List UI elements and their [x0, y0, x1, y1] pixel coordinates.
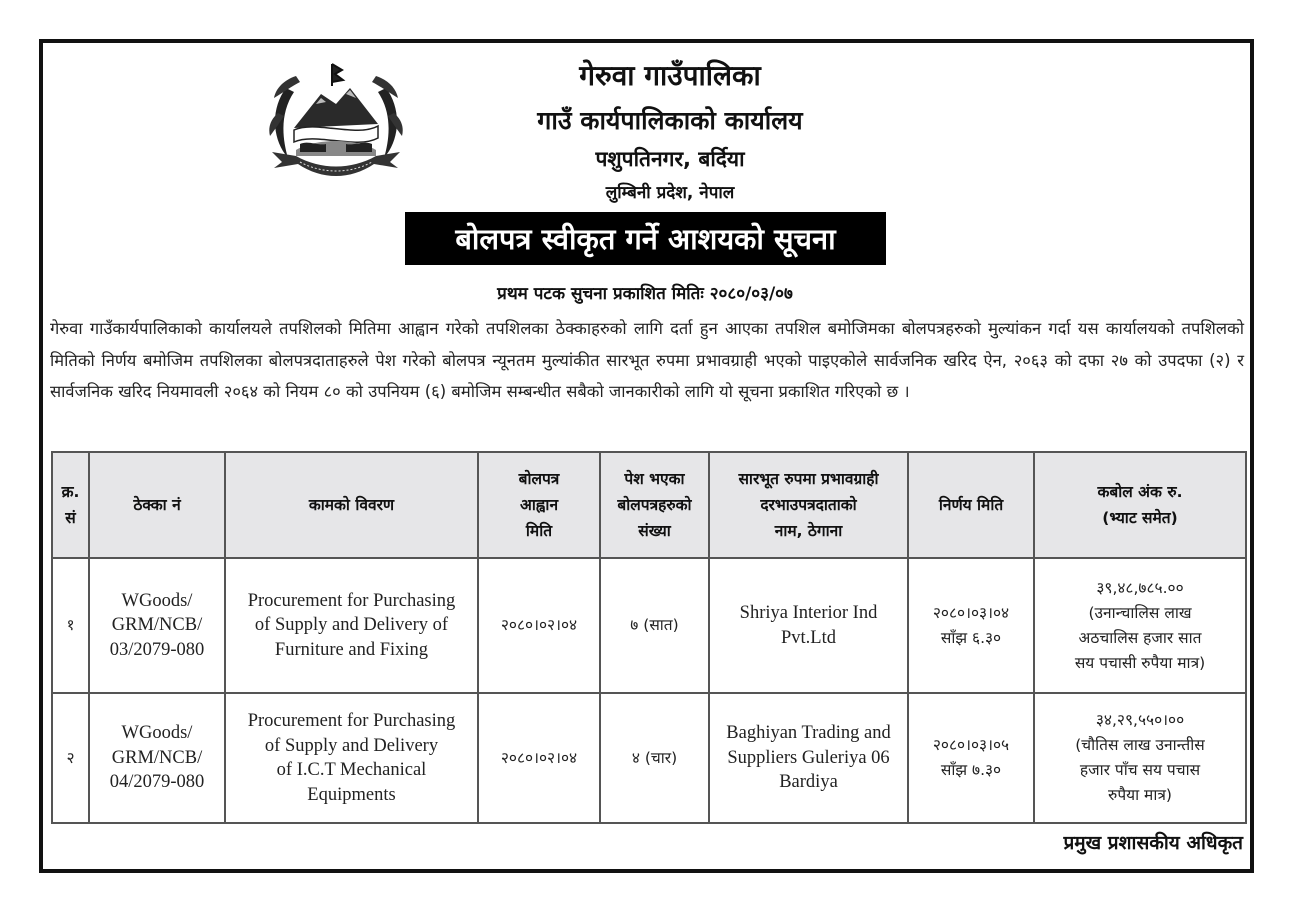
- cell-invitation-date: २०८०।०२।०४: [478, 693, 600, 823]
- col-header-bidder: सारभूत रुपमा प्रभावग्राही दरभाउपत्रदाताको नाम, ठेगाना: [709, 452, 908, 558]
- cell-contract-no: WGoods/ GRM/NCB/ 04/2079-080: [89, 693, 225, 823]
- cell-contract-no: WGoods/ GRM/NCB/ 03/2079-080: [89, 558, 225, 693]
- cell-sn: २: [52, 693, 89, 823]
- province-country: लुम्बिनी प्रदेश, नेपाल: [605, 183, 735, 203]
- col-header-sn: क्र. सं: [52, 452, 89, 558]
- col-header-amount: कबोल अंक रु. (भ्याट समेत): [1034, 452, 1246, 558]
- notice-body: गेरुवा गाउँकार्यपालिकाको कार्यालयले तपशिलको मितिमा आह्वान गरेको तपशिलका ठेक्काहरुको लागि दर्ता हुन आएका तपशिल बमोजिमका बोलपत्रहरुको मुल्यांकन गर्दा यस कार्यालयको तपशिलको मितिको निर्णय बमोजिम तपशिलका बोलपत्रदाताहरुले पेश गरेको बोलपत्र न्यूनतम मुल्यांकीत सारभूत रुपमा प्रभावग्राही भएको पाइएकोले सार्वजनिक खरिद ऐन, २०६३ को दफा २७ को उपदफा (२) र सार्वजनिक खरिद नियमावली २०६४ को नियम ८० को उपनियम (६) बमोजिम सम्बन्धीत सबैको जानकारीको लागि यो सूचना प्रकाशित गरिएको छ ।: [50, 319, 1244, 401]
- cell-amount: ३४,२९,५५०।०० (चौतिस लाख उनान्तीस हजार पाँच सय पचास रुपैया मात्र): [1034, 693, 1246, 823]
- cell-decision-date: २०८०।०३।०४ साँझ ६.३०: [908, 558, 1034, 693]
- cell-decision-date: २०८०।०३।०५ साँझ ७.३०: [908, 693, 1034, 823]
- col-header-description: कामको विवरण: [225, 452, 478, 558]
- notice-title: बोलपत्र स्वीकृत गर्ने आशयको सूचना: [405, 212, 886, 265]
- col-header-decision-date: निर्णय मिति: [908, 452, 1034, 558]
- cell-bids-submitted: ७ (सात): [600, 558, 709, 693]
- municipality-name: गेरुवा गाउँपालिका: [579, 59, 761, 92]
- nepal-government-emblem-icon: [266, 58, 406, 180]
- cell-description: Procurement for Purchasing of Supply and Delivery of I.C.T Mechanical Equipments: [225, 693, 478, 823]
- col-header-invitation-date: बोलपत्र आह्वान मिति: [478, 452, 600, 558]
- cell-amount: ३९,४८,७८५.०० (उनान्चालिस लाख अठचालिस हजार सात सय पचासी रुपैया मात्र): [1034, 558, 1246, 693]
- office-name: गाउँ कार्यपालिकाको कार्यालय: [537, 106, 803, 135]
- table-row: [52, 558, 1246, 693]
- col-header-contract-no: ठेक्का नं: [89, 452, 225, 558]
- cell-invitation-date: २०८०।०२।०४: [478, 558, 600, 693]
- cell-bids-submitted: ४ (चार): [600, 693, 709, 823]
- col-header-bids-submitted: पेश भएका बोलपत्रहरुको संख्या: [600, 452, 709, 558]
- office-address: पशुपतिनगर, बर्दिया: [595, 147, 745, 171]
- table-header-row: [52, 452, 1246, 558]
- cell-description: Procurement for Purchasing of Supply and Delivery of Furniture and Fixing: [225, 558, 478, 693]
- table-row: [52, 693, 1246, 823]
- cell-sn: १: [52, 558, 89, 693]
- signatory-title: प्रमुख प्रशासकीय अधिकृत: [1063, 832, 1243, 854]
- cell-bidder: Baghiyan Trading and Suppliers Guleriya 06 Bardiya: [709, 693, 908, 823]
- bid-acceptance-table: [51, 451, 1247, 824]
- cell-bidder: Shriya Interior Ind Pvt.Ltd: [709, 558, 908, 693]
- published-date: प्रथम पटक सुचना प्रकाशित मितिः २०८०/०३/०७: [497, 284, 793, 304]
